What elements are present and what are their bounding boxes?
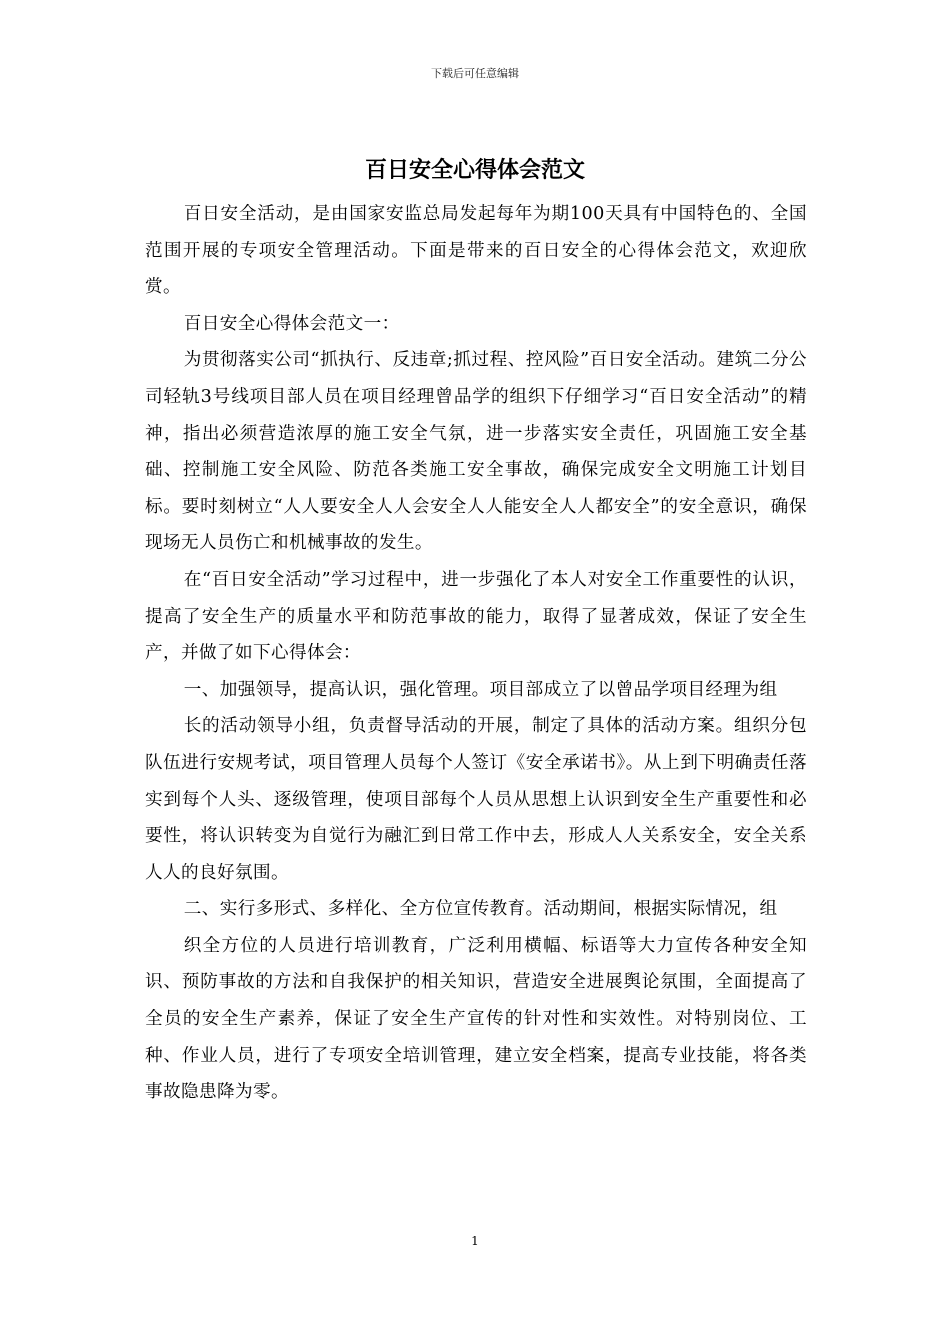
paragraph-point-two: 二、实行多形式、多样化、全方位宣传教育。活动期间，根据实际情况，组	[183, 899, 778, 920]
paragraph-intro: 百日安全活动，是由国家安监总局发起每年为期100天具有中国特色的、全国范围开展的专项安全管理活动。下面是带来的百日安全的心得体会范文，欢迎欣赏。	[145, 204, 807, 298]
page-number: 1	[471, 1234, 479, 1248]
paragraph-point-one: 一、加强领导，提高认识，强化管理。项目部成立了以曾品学项目经理为组	[183, 679, 778, 700]
document-title: 百日安全心得体会范文	[364, 157, 585, 183]
paragraph: 在“百日安全活动”学习过程中，进一步强化了本人对安全工作重要性的认识，提高了安全生产的质量水平和防范事故的能力，取得了显著成效，保证了安全生产，并做了如下心得体会：	[145, 569, 807, 664]
paragraph: 为贯彻落实公司“抓执行、反违章;抓过程、控风险”百日安全活动。建筑二分公司轻轨3号线项目部人员在项目经理曾品学的组织下仔细学习“百日安全活动”的精神，指出必须营造浓厚的施工安全气氛，进一步落实安全责任，巩固施工安全基础、控制施工安全风险、防范各类施工安全事故，确保完成安全文明施工计划目标。要时刻树立“人人要安全人人会安全人人能安全人人都安全”的安全意识，确保现场无人员伤亡和机械事故的发生。	[145, 350, 807, 554]
page-header: 下载后可任意编辑	[431, 67, 519, 80]
document-body	[145, 196, 807, 1111]
paragraph: 长的活动领导小组，负责督导活动的开展，制定了具体的活动方案。组织分包队伍进行安规考试，项目管理人员每个人签订《安全承诺书》。从上到下明确责任落实到每个人头、逐级管理，使项目部每个人员从思想上认识到安全生产重要性和必要性，将认识转变为自觉行为融汇到日常工作中去，形成人人关系安全，安全关系人人的良好氛围。	[145, 716, 807, 883]
paragraph: 织全方位的人员进行培训教育，广泛利用横幅、标语等大力宣传各种安全知识、预防事故的方法和自我保护的相关知识，营造安全进展舆论氛围，全面提高了全员的安全生产素养，保证了安全生产宣传的针对性和实效性。对特别岗位、工种、作业人员，进行了专项安全培训管理，建立安全档案，提高专业技能，将各类事故隐患降为零。	[145, 935, 807, 1103]
paragraph-section-heading: 百日安全心得体会范文一：	[183, 313, 400, 334]
